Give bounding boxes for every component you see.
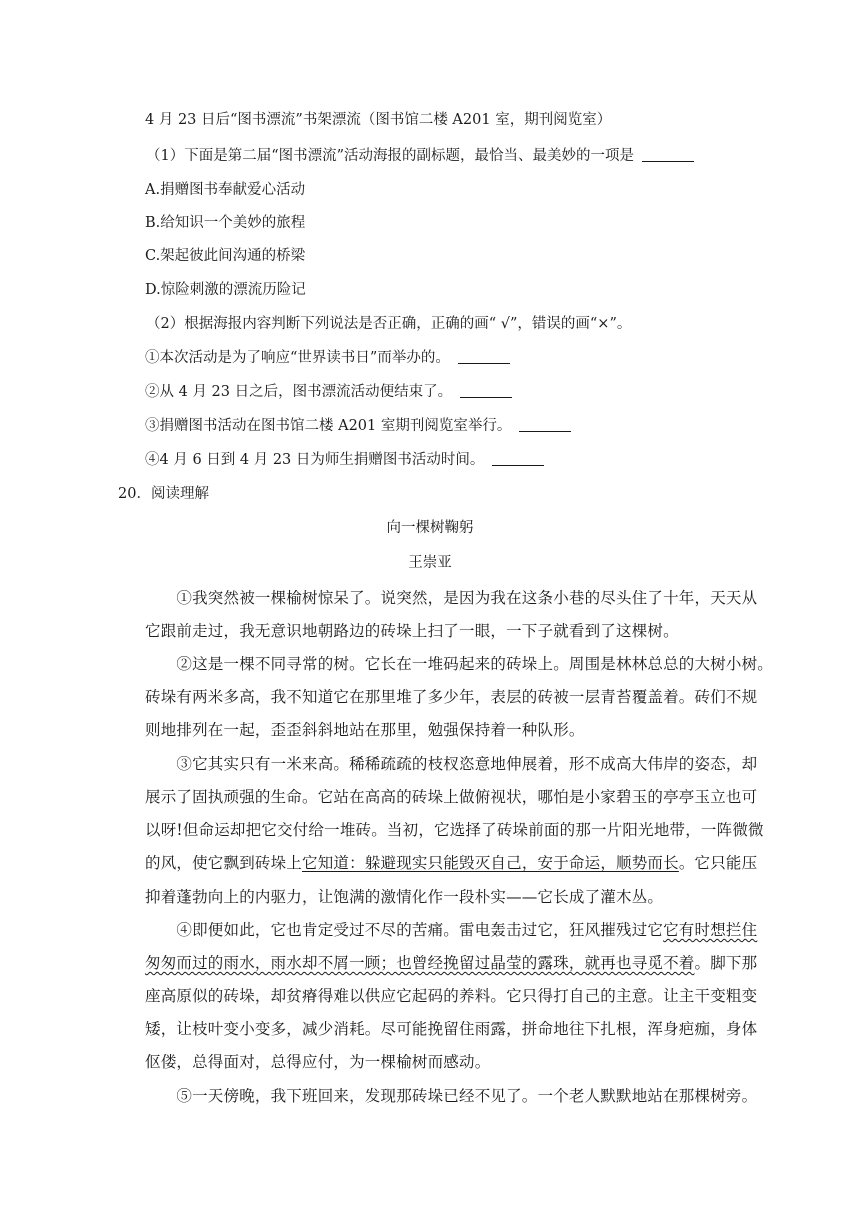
answer-blank-s4[interactable] bbox=[492, 451, 544, 466]
question-1-text: （1）下面是第二届“图书漂流”活动海报的副标题，最恰当、最美妙的一项是 bbox=[146, 148, 635, 164]
answer-blank-s1[interactable] bbox=[458, 349, 510, 364]
statement-2-text: ②从 4 月 23 日之后，图书漂流活动便结束了。 bbox=[145, 384, 453, 400]
paragraph-4-line-2 bbox=[145, 953, 757, 973]
paragraph-4-line-4: 矮，让枝叶变小变多，减少消耗。尽可能挽留住雨露，拼命地往下扎根，浑身疤痂，身体 bbox=[145, 1020, 758, 1038]
paragraph-3-line-4 bbox=[145, 853, 757, 873]
statement-1 bbox=[145, 348, 510, 368]
question-1 bbox=[146, 146, 694, 166]
paragraph-4-line-3: 座高原似的砖垛，却贫瘠得难以供应它起码的养料。它只得打自己的主意。让主干变粗变 bbox=[145, 987, 758, 1005]
paragraph-4-line-1-pre: ④即便如此，它也肯定受过不尽的苦痛。雷电轰击过它，狂风摧残过它 bbox=[145, 921, 664, 939]
paragraph-4-line-2-post: 。脚下那 bbox=[694, 954, 758, 972]
paragraph-3-line-2: 展示了固执顽强的生命。它站在高高的砖垛上做俯视状，哪怕是小家碧玉的亭亭玉立也可 bbox=[145, 788, 758, 806]
paragraph-4-line-5: 伛偻，总得面对，总得应付，为一棵榆树而感动。 bbox=[145, 1053, 491, 1071]
answer-blank-s2[interactable] bbox=[460, 383, 512, 398]
wavy-underlined-sentence-part-1: 它有时想拦住 bbox=[663, 921, 758, 939]
answer-blank-s3[interactable] bbox=[519, 417, 571, 432]
option-a: A.捐赠图书奉献爱心活动 bbox=[145, 182, 306, 198]
statement-3 bbox=[145, 416, 571, 436]
paragraph-5-line-1: ⑤一天傍晚，我下班回来，发现那砖垛已经不见了。一个老人默默地站在那棵树旁。 bbox=[145, 1087, 758, 1105]
paragraph-2-line-1: ②这是一棵不同寻常的树。它长在一堆码起来的砖垛上。周围是林林总总的大树小树。 bbox=[145, 655, 774, 673]
paragraph-4-line-1 bbox=[145, 920, 757, 940]
article-title: 向一棵树鞠躬 bbox=[386, 520, 474, 536]
intro-text: 4 月 23 日后“图书漂流”书架漂流（图书馆二楼 A201 室，期刊阅览室） bbox=[145, 112, 612, 128]
option-d: D.惊险刺激的漂流历险记 bbox=[145, 282, 306, 298]
paragraph-2-line-2: 砖垛有两米多高，我不知道它在那里堆了多少年，表层的砖被一层青苔覆盖着。砖们不规 bbox=[145, 688, 758, 706]
statement-2 bbox=[145, 382, 512, 402]
paragraph-3-line-1: ③它其实只有一米来高。稀稀疏疏的枝杈恣意地伸展着，形不成高大伟岸的姿态，却 bbox=[145, 755, 758, 773]
statement-1-text: ①本次活动是为了响应“世界读书日”而举办的。 bbox=[145, 350, 450, 366]
wavy-underlined-sentence-part-2: 匆匆而过的雨水，雨水却不屑一顾；也曾经挽留过晶莹的露珠，就再也寻觅不着 bbox=[145, 954, 695, 972]
paragraph-3-line-3: 以呀!但命运却把它交付给一堆砖。当初，它选择了砖垛前面的那一片阳光地带，一阵微微 bbox=[145, 821, 764, 839]
paragraph-2-line-3: 则地排列在一起，歪歪斜斜地站在那里，勉强保持着一种队形。 bbox=[145, 721, 585, 739]
paragraph-1-line-2: 它跟前走过，我无意识地朝路边的砖垛上扫了一眼，一下子就看到了这棵树。 bbox=[145, 622, 679, 640]
option-b: B.给知识一个美妙的旅程 bbox=[145, 215, 306, 231]
statement-4-text: ④4 月 6 日到 4 月 23 日为师生捐赠图书活动时间。 bbox=[145, 452, 485, 468]
question-2: （2）根据海报内容判断下列说法是否正确，正确的画“ √”，错误的画“×”。 bbox=[146, 316, 632, 332]
option-c: C.架起彼此间沟通的桥梁 bbox=[145, 248, 306, 264]
statement-3-text: ③捐赠图书活动在图书馆二楼 A201 室期刊阅览室举行。 bbox=[145, 418, 512, 434]
statement-4 bbox=[145, 450, 544, 470]
paragraph-3-line-4-post: 。它只能压 bbox=[678, 854, 758, 872]
answer-blank-1[interactable] bbox=[642, 147, 694, 162]
question-20-heading: 20．阅读理解 bbox=[118, 486, 209, 502]
paragraph-3-line-5: 抑着蓬勃向上的内驱力，让饱满的激情化作一段朴实——它长成了灌木丛。 bbox=[145, 888, 664, 906]
paragraph-1-line-1: ①我突然被一棵榆树惊呆了。说突然，是因为我在这条小巷的尽头住了十年，天天从 bbox=[145, 589, 758, 607]
underlined-sentence-1: 它知道：躲避现实只能毁灭自己，安于命运，顺势而长 bbox=[302, 854, 679, 872]
article-author: 王崇亚 bbox=[408, 555, 452, 571]
paragraph-3-line-4-pre: 的风，使它飘到砖垛上 bbox=[145, 854, 303, 872]
